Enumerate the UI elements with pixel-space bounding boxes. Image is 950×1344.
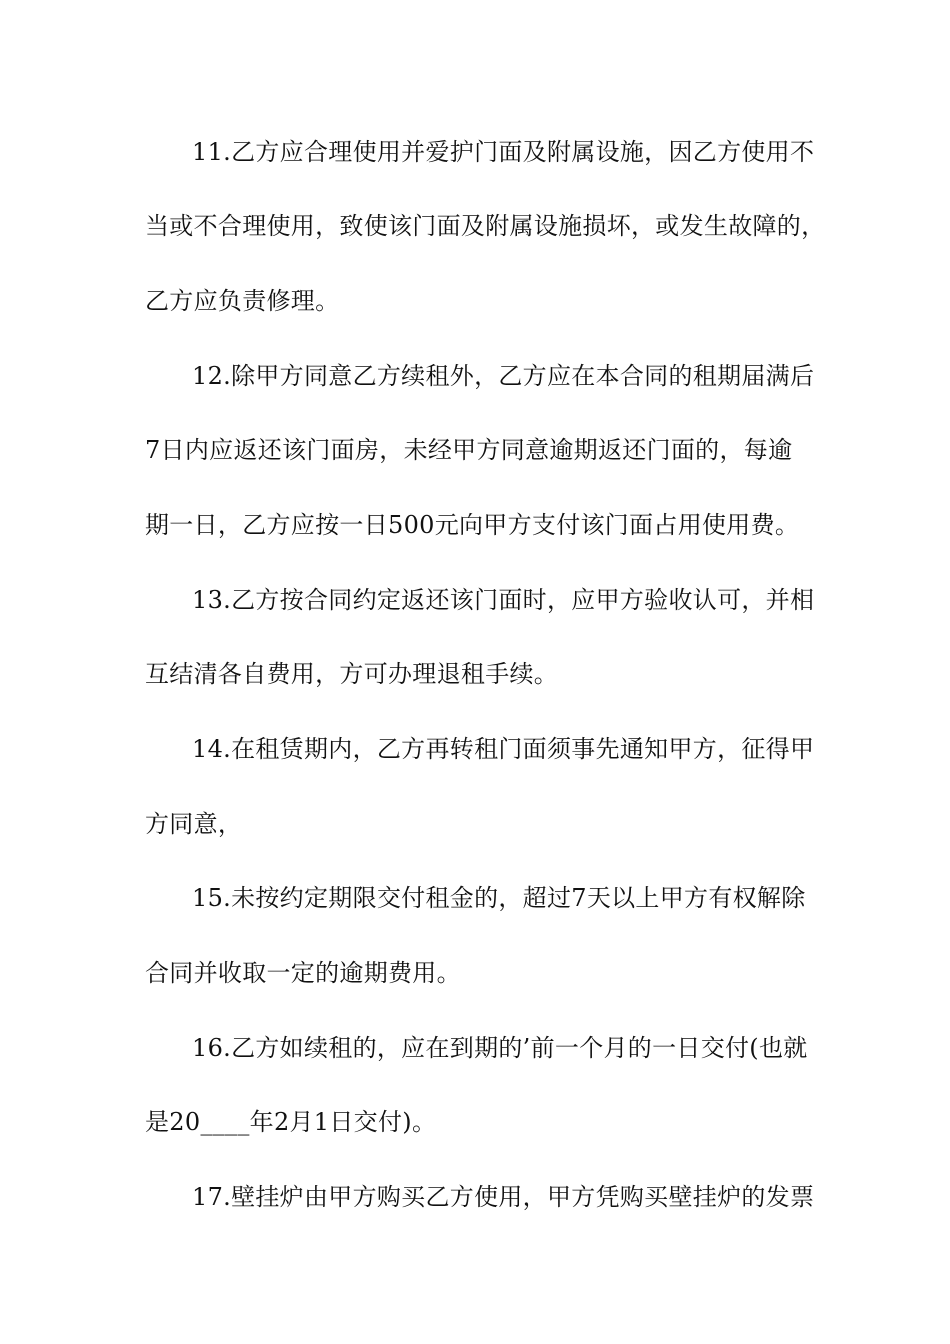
clause-11-line-2: 当或不合理使用，致使该门面及附属设施损坏，或发生故障的， bbox=[145, 212, 826, 240]
clause-11-line-1: 11.乙方应合理使用并爱护门面及附属设施，因乙方使用不 bbox=[192, 138, 815, 166]
clause-12-line-1: 12.除甲方同意乙方续租外，乙方应在本合同的租期届满后 bbox=[192, 362, 815, 390]
clause-13-line-1: 13.乙方按合同约定返还该门面时，应甲方验收认可，并相 bbox=[192, 586, 815, 614]
clause-16-line-1: 16.乙方如续租的，应在到期的’前一个月的一日交付(也就 bbox=[192, 1034, 808, 1062]
clause-11-line-3: 乙方应负责修理。 bbox=[145, 287, 340, 315]
clause-15-line-2: 合同并收取一定的逾期费用。 bbox=[145, 959, 461, 987]
clause-16-line-2: 是20____年2月1日交付)。 bbox=[145, 1108, 437, 1136]
clause-14-line-2: 方同意， bbox=[145, 810, 243, 838]
clause-15-line-1: 15.未按约定期限交付租金的，超过7天以上甲方有权解除 bbox=[192, 884, 806, 912]
clause-14-line-1: 14.在租赁期内，乙方再转租门面须事先通知甲方，征得甲 bbox=[192, 735, 815, 763]
clause-12-line-3: 期一日，乙方应按一日500元向甲方支付该门面占用使用费。 bbox=[145, 511, 800, 539]
clause-13-line-2: 互结清各自费用，方可办理退租手续。 bbox=[145, 660, 559, 688]
clause-12-line-2: 7日内应返还该门面房，未经甲方同意逾期返还门面的，每逾 bbox=[145, 436, 793, 464]
clause-17-line-1: 17.壁挂炉由甲方购买乙方使用，甲方凭购买壁挂炉的发票 bbox=[192, 1183, 815, 1211]
